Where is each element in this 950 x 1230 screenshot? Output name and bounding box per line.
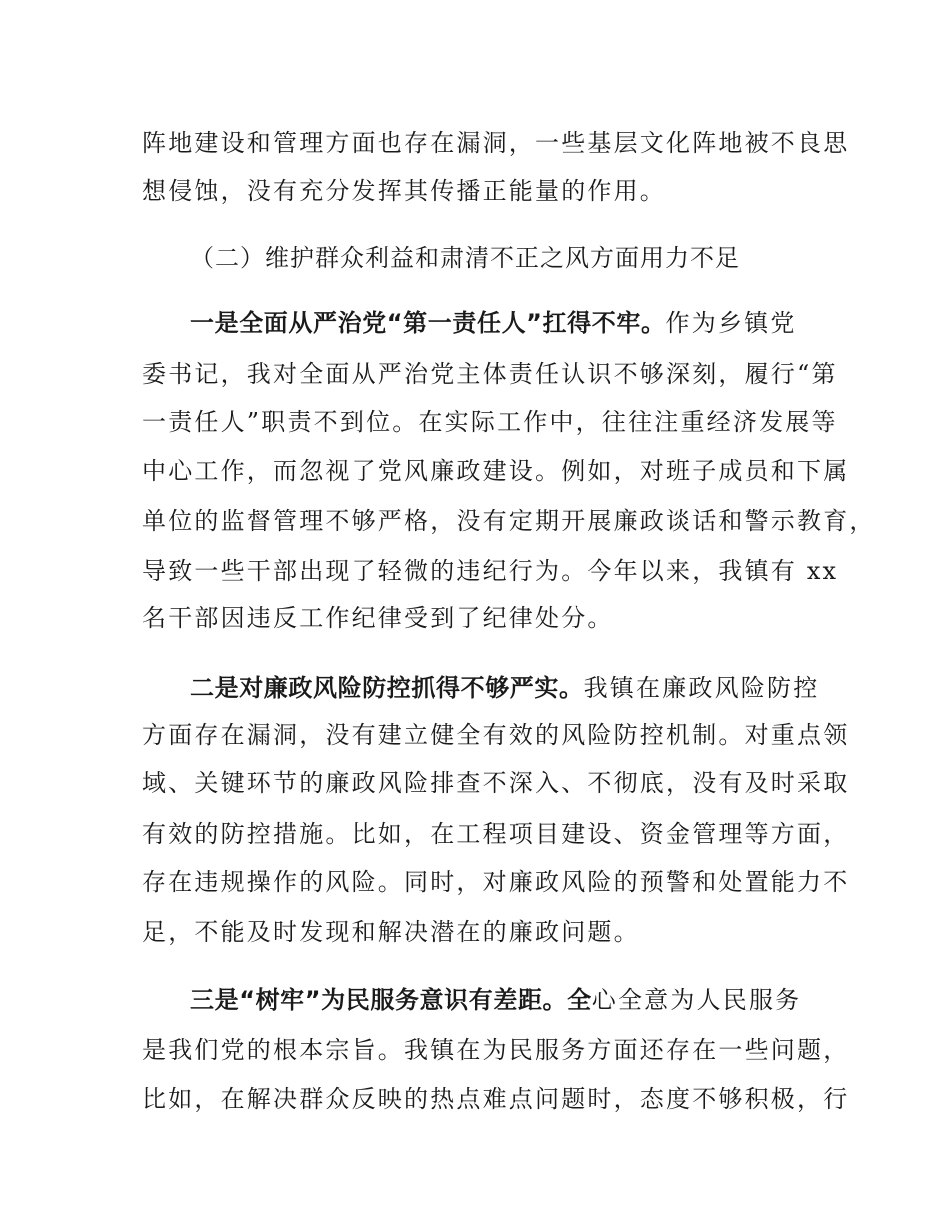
paragraph-line: 方面存在漏洞，没有建立健全有效的风险防控机制。对重点领: [142, 721, 850, 749]
paragraph-lead-bold: 二是对廉政风险防控抓得不够严实。: [190, 674, 584, 702]
paragraph-first-line: [190, 672, 819, 704]
paragraph-first-line-text: 作为乡镇党: [665, 309, 797, 337]
paragraph-lead-bold: 三是“树牢”为民服务意识有差距。全: [190, 986, 592, 1014]
paragraph-first-line: [190, 984, 801, 1016]
paragraph-line: 想侵蚀，没有充分发挥其传播正能量的作用。: [142, 177, 666, 205]
paragraph-first-line: [190, 307, 797, 339]
paragraph-line: 委书记，我对全面从严治党主体责任认识不够深刻，履行“第: [142, 360, 838, 388]
paragraph-line: 阵地建设和管理方面也存在漏洞，一些基层文化阵地被不良思: [142, 129, 850, 157]
paragraph-first-line-text: 心全意为人民服务: [591, 986, 802, 1014]
paragraph-first-line-text: 我镇在廉政风险防控: [583, 674, 820, 702]
paragraph-line: 是我们党的根本宗旨。我镇在为民服务方面还存在一些问题，: [142, 1036, 850, 1064]
paragraph-line: 名干部因违反工作纪律受到了纪律处分。: [142, 604, 614, 632]
section-heading: （二）维护群众利益和肃清不正之风方面用力不足: [190, 244, 740, 272]
paragraph-line: 中心工作，而忽视了党风廉政建设。例如，对班子成员和下属: [142, 457, 850, 485]
paragraph-line: 比如，在解决群众反映的热点难点问题时，态度不够积极，行: [142, 1085, 850, 1113]
paragraph-line: 单位的监督管理不够严格，没有定期开展廉政谈话和警示教育，: [142, 507, 876, 535]
paragraph-line: 足，不能及时发现和解决潜在的廉政问题。: [142, 918, 640, 946]
paragraph-line: 存在违规操作的风险。同时，对廉政风险的预警和处置能力不: [142, 868, 850, 896]
paragraph-line: 有效的防控措施。比如，在工程项目建设、资金管理等方面，: [142, 820, 850, 848]
paragraph-line: 导致一些干部出现了轻微的违纪行为。今年以来，我镇有 xx: [142, 557, 839, 585]
paragraph-line: 一责任人”职责不到位。在实际工作中，往往注重经济发展等: [142, 408, 838, 436]
paragraph-line: 域、关键环节的廉政风险排查不深入、不彻底，没有及时采取: [142, 769, 850, 797]
paragraph-lead-bold: 一是全面从严治党“第一责任人”扛得不牢。: [190, 309, 666, 337]
